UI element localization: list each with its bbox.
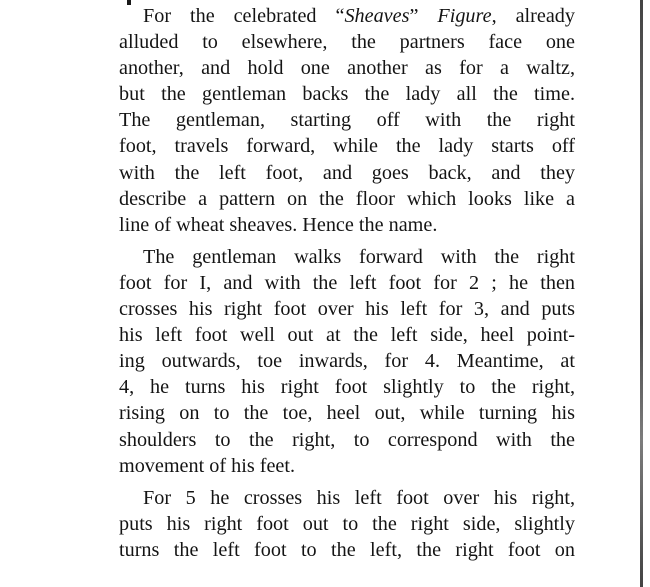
text-run: , already bbox=[491, 5, 575, 27]
text-line bbox=[119, 186, 575, 212]
text-run: The gentleman, starting off with the right bbox=[119, 109, 575, 132]
text-run: with the left foot, and goes back, and they bbox=[119, 161, 575, 184]
text-line bbox=[119, 427, 575, 453]
text-line bbox=[119, 133, 575, 159]
page-edge-shadow bbox=[640, 0, 643, 587]
paragraph bbox=[119, 3, 575, 238]
text-line bbox=[119, 107, 575, 133]
text-line bbox=[119, 81, 575, 107]
text-run: his left foot well out at the left side, heel point- bbox=[119, 324, 575, 347]
text-line bbox=[119, 270, 575, 296]
text-line bbox=[119, 244, 575, 270]
text-line bbox=[119, 511, 575, 537]
text-run: alluded to elsewhere, the partners face one bbox=[119, 31, 575, 54]
text-line bbox=[119, 453, 575, 479]
italic-text: Sheaves bbox=[344, 5, 410, 27]
text-line bbox=[119, 537, 575, 563]
text-line bbox=[119, 29, 575, 55]
body-text bbox=[119, 3, 575, 569]
text-run: movement of his feet. bbox=[119, 454, 296, 477]
text-line bbox=[119, 348, 575, 374]
text-run: foot, travels forward, while the lady starts off bbox=[119, 135, 575, 158]
text-run: For 5 he crosses his left foot over his right, bbox=[143, 486, 575, 509]
text-run: 4, he turns his right foot slightly to the right, bbox=[119, 376, 575, 399]
text-line bbox=[119, 322, 575, 348]
text-line bbox=[119, 374, 575, 400]
text-run: puts his right foot out to the right side, slightly bbox=[119, 512, 575, 535]
text-run: another, and hold one another as for a waltz, bbox=[119, 57, 575, 80]
text-run: The gentleman walks forward with the right bbox=[143, 245, 575, 268]
text-run: shoulders to the right, to correspond with the bbox=[119, 428, 575, 451]
text-line bbox=[119, 400, 575, 426]
text-run: rising on to the toe, heel out, while turning his bbox=[119, 402, 575, 425]
text-run: ” bbox=[409, 5, 438, 27]
text-line bbox=[119, 296, 575, 322]
text-run: ing outwards, toe inwards, for 4. Meantime, at bbox=[119, 350, 575, 373]
text-run: describe a pattern on the floor which looks like a bbox=[119, 187, 575, 210]
text-line bbox=[119, 485, 575, 511]
text-line bbox=[119, 160, 575, 186]
text-run: line of wheat sheaves. Hence the name. bbox=[119, 213, 438, 236]
paragraph bbox=[119, 485, 575, 563]
text-line bbox=[119, 3, 575, 29]
text-line bbox=[119, 55, 575, 81]
text-run: turns the left foot to the left, the right foot on bbox=[119, 538, 575, 561]
text-run: foot for I, and with the left foot for 2 ; he then bbox=[119, 271, 575, 294]
text-line bbox=[119, 212, 575, 238]
paragraph bbox=[119, 244, 575, 479]
italic-text: Figure bbox=[437, 5, 492, 27]
text-run: For the celebrated “ bbox=[143, 5, 345, 27]
text-run: but the gentleman backs the lady all the time. bbox=[119, 83, 575, 106]
text-run: crosses his right foot over his left for 3, and puts bbox=[119, 298, 575, 321]
